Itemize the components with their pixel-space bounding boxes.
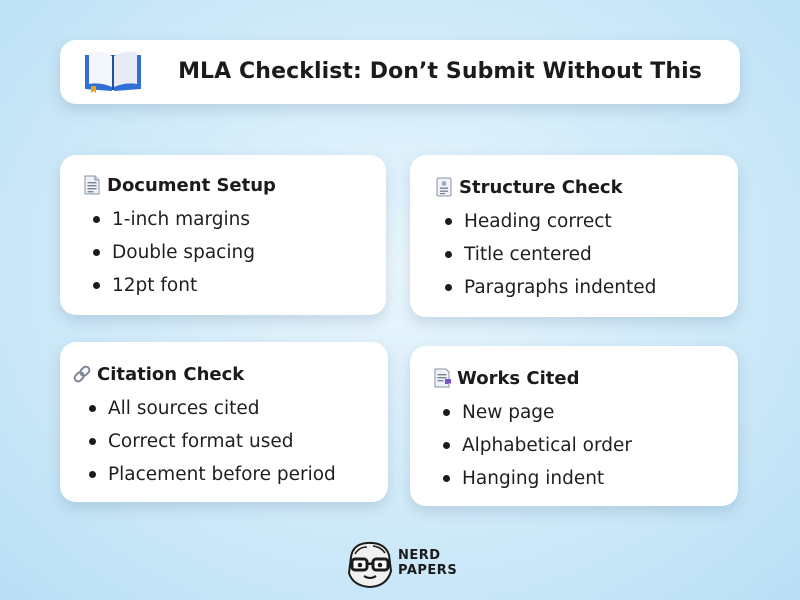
list-item (72, 425, 388, 458)
list-item-text: Double spacing (112, 242, 255, 263)
card-header (82, 173, 386, 197)
works-cited-card (410, 346, 738, 506)
structure-check-card (410, 155, 738, 317)
checklist (432, 396, 738, 495)
card-title: Document Setup (107, 174, 276, 196)
card-header (72, 362, 388, 386)
id-card-icon (434, 177, 454, 197)
bullet-icon (93, 216, 100, 223)
bullet-icon (445, 218, 452, 225)
card-title: Works Cited (457, 367, 580, 389)
list-item (82, 269, 386, 302)
checklist (82, 203, 386, 302)
logo-wordmark (398, 548, 457, 578)
list-item-text: New page (462, 402, 555, 423)
list-item (72, 392, 388, 425)
list-item-text: Alphabetical order (462, 435, 632, 456)
document-setup-card (60, 155, 386, 315)
list-item-text: 1-inch margins (112, 209, 250, 230)
list-item-text: Heading correct (464, 211, 612, 232)
page-title: MLA Checklist: Don’t Submit Without This (178, 59, 702, 84)
bullet-icon (93, 249, 100, 256)
bullet-icon (445, 251, 452, 258)
list-item (432, 429, 738, 462)
list-item-text: Hanging indent (462, 468, 605, 489)
list-item-text: Title centered (464, 244, 592, 265)
logo-line-1: NERD (398, 548, 441, 563)
citation-check-card (60, 342, 388, 502)
list-item-text: Correct format used (108, 431, 294, 452)
list-item (82, 236, 386, 269)
list-item-text: All sources cited (108, 398, 260, 419)
list-item (82, 203, 386, 236)
logo-line-2: PAPERS (398, 563, 458, 578)
bullet-icon (89, 471, 96, 478)
list-item-text: Placement before period (108, 464, 336, 485)
bullet-icon (93, 282, 100, 289)
card-header (432, 366, 738, 390)
bullet-icon (445, 284, 452, 291)
list-item (432, 396, 738, 429)
card-title: Structure Check (459, 176, 623, 198)
page-icon (82, 175, 102, 195)
list-item-text: Paragraphs indented (464, 277, 657, 298)
checklist (72, 392, 388, 491)
bullet-icon (443, 475, 450, 482)
bullet-icon (89, 405, 96, 412)
card-title: Citation Check (97, 363, 245, 385)
title-banner (60, 40, 740, 104)
nerd-papers-logo (345, 541, 457, 589)
bookmark-tabs-icon (432, 368, 452, 388)
bullet-icon (443, 442, 450, 449)
list-item (72, 458, 388, 491)
list-item (434, 271, 738, 304)
list-item (434, 238, 738, 271)
list-item (432, 462, 738, 495)
bullet-icon (89, 438, 96, 445)
list-item-text: 12pt font (112, 275, 198, 296)
checklist (434, 205, 738, 304)
link-icon (72, 364, 92, 384)
nerd-mascot-icon (345, 541, 395, 589)
card-header (434, 175, 738, 199)
list-item (434, 205, 738, 238)
bullet-icon (443, 409, 450, 416)
